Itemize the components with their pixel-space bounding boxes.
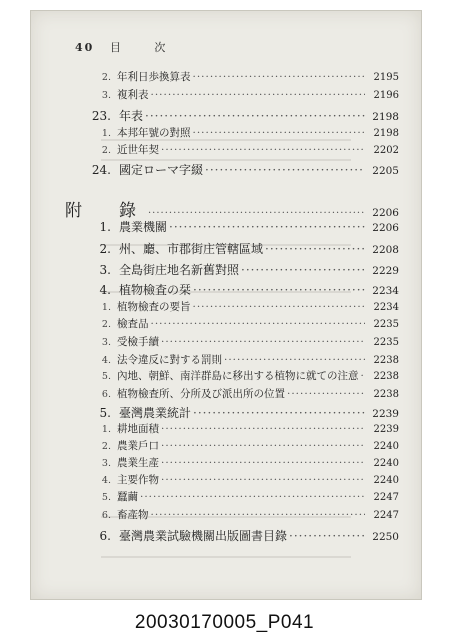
entry-title: 內地、朝鮮、南洋群島に移出する植物に就ての注意 [117,370,359,382]
entry-page-number: 2239 [373,424,399,435]
toc-subsection-entry [81,472,399,487]
entry-page-number: 2238 [373,371,399,382]
entry-page-number: 2198 [372,111,399,123]
header-page-number: 40 [75,41,95,54]
entry-page-number: 2235 [373,319,399,330]
toc-subsection-entry [81,455,399,470]
entry-number: 2. [101,72,111,83]
entry-page-number: 2229 [372,265,399,277]
toc-subsection-entry [81,87,399,102]
toc-section-entry [81,107,399,124]
archive-id-caption: 20030170005_P041 [134,612,315,633]
header-title-char: 目 [109,41,123,54]
dot-leader [161,440,365,452]
entry-title: 年表 [119,109,144,123]
dot-leader [151,509,366,521]
entry-title: 農業生產 [117,457,159,469]
entry-number: 5. [101,371,111,382]
entry-title: 植物檢査所、分所及び派出所の位置 [117,388,285,400]
entry-number: 3. [101,337,111,348]
entry-number: 2. [99,242,111,256]
entry-page-number: 2205 [372,165,399,177]
entry-page-number: 2240 [373,458,399,469]
entry-number: 3. [101,90,111,101]
dot-leader [205,163,365,177]
entry-title: 植物檢査の栞 [119,283,192,297]
dot-leader [193,301,366,313]
toc-section-entry [81,218,399,235]
entry-number: 6. [101,389,111,400]
book-page [30,10,422,600]
entry-title: 受檢手續 [117,336,159,348]
entry-title: 農業機關 [119,220,168,234]
entry-number: 1. [101,302,111,313]
dot-leader [193,283,365,297]
entry-title: 植物檢査の要旨 [117,301,191,313]
dot-leader [169,220,365,234]
entry-page-number: 2235 [373,337,399,348]
entry-title: 檢査品 [117,318,149,330]
toc-section-entry [81,404,399,421]
entry-page-number: 2238 [373,355,399,366]
entry-number: 1. [99,220,111,234]
entry-number: 24. [91,163,111,177]
entry-page-number: 2250 [372,531,399,543]
entry-number: 23. [91,109,111,123]
dot-leader [145,109,365,123]
entry-title: 近世年契 [117,144,159,156]
entry-page-number: 2196 [373,90,399,101]
toc-subsection-entry [81,507,399,522]
entry-number: 4. [101,355,111,366]
entry-page-number: 2206 [372,207,399,219]
toc-section-entry [81,240,399,257]
entry-page-number: 2234 [372,285,399,297]
entry-page-number: 2198 [373,128,399,139]
toc-subsection-entry [81,438,399,453]
dot-leader [265,242,365,256]
entry-number: 2. [101,441,111,452]
entry-page-number: 2240 [373,475,399,486]
toc-subsection-entry [81,421,399,436]
entry-number: 2. [101,145,111,156]
entry-title: 臺灣農業統計 [119,406,192,420]
entry-number: 3. [99,263,111,277]
toc-section-entry [81,527,399,544]
entry-page-number: 2238 [373,389,399,400]
toc-subsection-entry [81,316,399,331]
dot-leader [151,318,366,330]
entry-title: 全島街庄地名新舊對照 [119,263,240,277]
toc-subsection-entry [81,368,399,383]
running-header [75,39,167,55]
dot-leader [289,529,365,543]
entry-title: 本邦年號の對照 [117,127,191,139]
dot-leader [361,370,366,382]
dot-leader [241,263,365,277]
entry-title: 複利表 [117,89,149,101]
dot-leader [193,71,366,83]
entry-title: 年利日歩換算表 [117,71,191,83]
entry-title: 蠶繭 [117,491,138,503]
entry-page-number: 2240 [373,441,399,452]
entry-title: 畜產物 [117,509,149,521]
toc-subsection-entry [81,69,399,84]
header-title-char: 次 [154,41,168,54]
dot-leader [161,474,365,486]
entry-page-number: 2239 [372,408,399,420]
entry-number: 5. [99,406,111,420]
bleed-through-line [101,556,351,558]
entry-number: 6. [99,529,111,543]
entry-number: 1. [101,424,111,435]
entry-title: 耕地面積 [117,423,159,435]
dot-leader [224,354,365,366]
entry-page-number: 2247 [373,492,399,503]
toc-section-entry [81,281,399,298]
entry-page-number: 2234 [373,302,399,313]
entry-number: 6. [101,510,111,521]
entry-title: 主要作物 [117,474,159,486]
entry-number: 4. [101,475,111,486]
entry-number: 5. [101,492,111,503]
entry-number: 2. [101,319,111,330]
dot-leader [193,406,365,420]
entry-page-number: 2206 [372,222,399,234]
entry-title: 國定ローマ字綴 [119,163,204,177]
entry-page-number: 2195 [373,72,399,83]
entry-title: 法令違反に對する罰則 [117,354,222,366]
dot-leader [151,89,366,101]
entry-page-number: 2247 [373,510,399,521]
entry-number: 4. [99,283,111,297]
toc-subsection-entry [81,352,399,367]
dot-leader [161,457,365,469]
entry-title: 州、廳、市郡街庄管轄區域 [119,242,264,256]
entry-title: 農業戶口 [117,440,159,452]
toc-subsection-entry [81,125,399,140]
toc-section-entry [81,161,399,178]
toc-subsection-entry [81,489,399,504]
dot-leader [140,491,365,503]
dot-leader [161,336,365,348]
dot-leader [287,388,365,400]
entry-title: 附 錄 [65,201,146,221]
dot-leader [161,423,365,435]
toc-subsection-entry [81,142,399,157]
entry-number: 3. [101,458,111,469]
entry-title: 臺灣農業試驗機關出版圖書目錄 [119,529,288,543]
toc-section-entry [81,261,399,278]
toc-subsection-entry [81,299,399,314]
entry-page-number: 2202 [373,145,399,156]
dot-leader [161,144,365,156]
dot-leader [193,127,366,139]
toc-subsection-entry [81,334,399,349]
toc-subsection-entry [81,386,399,401]
entry-number: 1. [101,128,111,139]
entry-page-number: 2208 [372,244,399,256]
